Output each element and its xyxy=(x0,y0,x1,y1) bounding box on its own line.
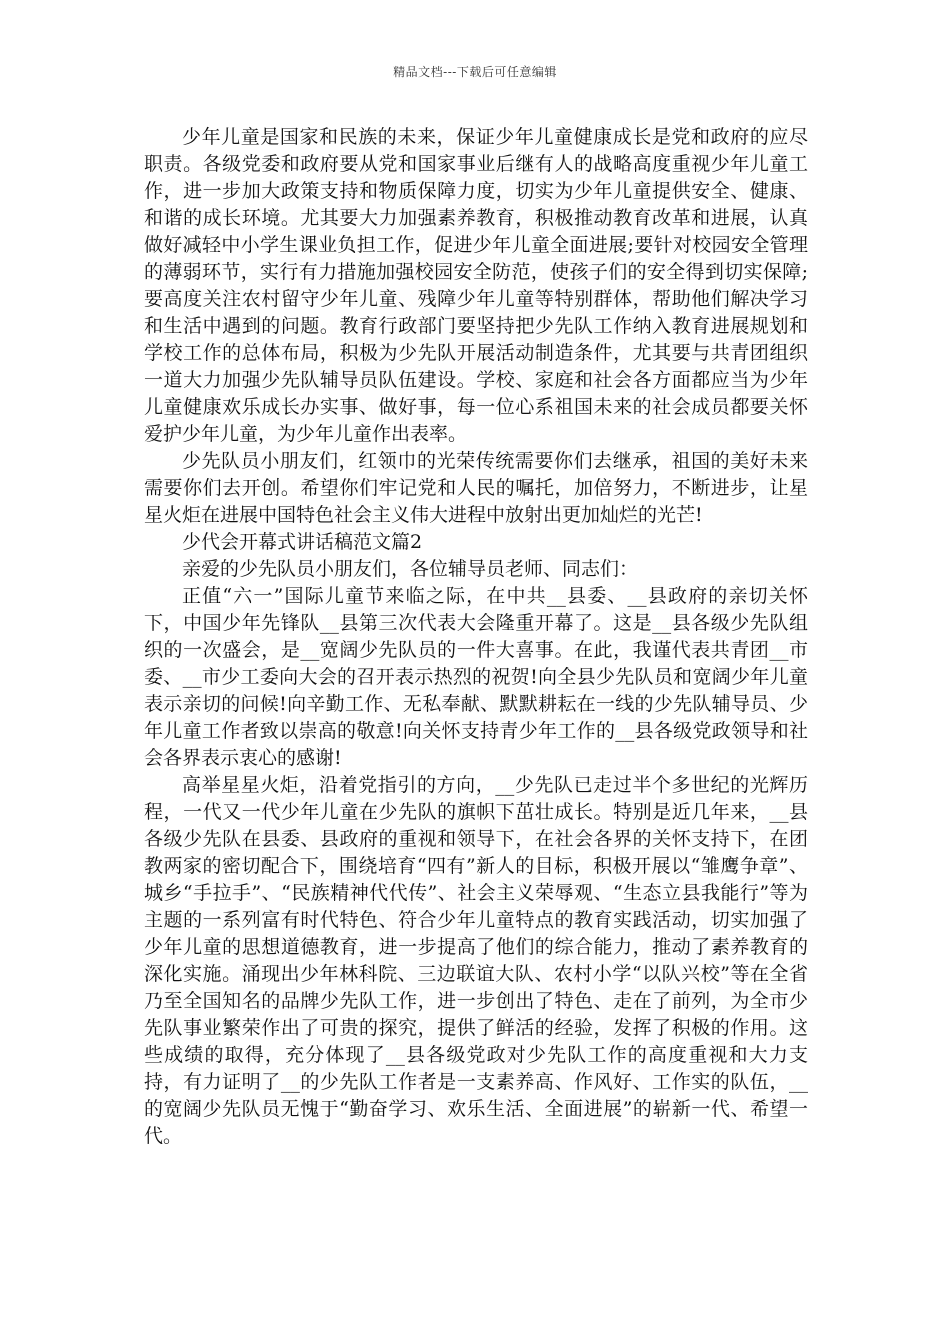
paragraph-4: 高举星星火炬，沿着党指引的方向，__少先队已走过半个多世纪的光辉历程，一代又一代少年儿童在少先队的旗帜下茁壮成长。特别是近几年来，__县各级少先队在县委、县政府的重视和领导下，在社会各界的关怀支持下，在团教两家的密切配合下，围绕培育“四有”新人的目标，积极开展以“雏鹰争章”、城乡“手拉手”、“民族精神代代传”、社会主义荣辱观、“生态立县我能行”等为主题的一系列富有时代特色、符合少年儿童特点的教育实践活动，切实加强了少年儿童的思想道德教育，进一步提高了他们的综合能力，推动了素养教育的深化实施。涌现出少年林科院、三边联谊大队、农村小学“以队兴校”等在全省乃至全国知名的品牌少先队工作，进一步创出了特色、走在了前列，为全市少先队事业繁荣作出了可贵的探究，提供了鲜活的经验，发挥了积极的作用。这些成绩的取得，充分体现了__县各级党政对少先队工作的高度重视和大力支持，有力证明了__的少先队工作者是一支素养高、作风好、工作实的队伍，__的宽阔少先队员无愧于“勤奋学习、欢乐生活、全面进展”的崭新一代、希望一代。 xyxy=(144,774,808,1147)
paragraph-1: 少年儿童是国家和民族的未来，保证少年儿童健康成长是党和政府的应尽职责。各级党委和政府要从党和国家事业后继有人的战略高度重视少年儿童工作，进一步加大政策支持和物质保障力度，切实为少年儿童提供安全、健康、和谐的成长环境。尤其要大力加强素养教育，积极推动教育改革和进展，认真做好减轻中小学生课业负担工作，促进少年儿童全面进展;要针对校园安全管理的薄弱环节，实行有力措施加强校园安全防范，使孩子们的安全得到切实保障;要高度关注农村留守少年儿童、残障少年儿童等特别群体，帮助他们解决学习和生活中遇到的问题。教育行政部门要坚持把少先队工作纳入教育进展规划和学校工作的总体布局，积极为少先队开展活动制造条件，尤其要与共青团组织一道大力加强少先队辅导员队伍建设。学校、家庭和社会各方面都应当为少年儿童健康欢乐成长办实事、做好事，每一位心系祖国未来的社会成员都要关怀爱护少年儿童，为少年儿童作出表率。 xyxy=(144,126,808,445)
page-header: 精品文档---下载后可任意编辑 xyxy=(393,65,557,79)
document-body xyxy=(144,124,808,1150)
paragraph-2: 少先队员小朋友们，红领巾的光荣传统需要你们去继承，祖国的美好未来需要你们去开创。希望你们牢记党和人民的嘱托，加倍努力，不断进步，让星星火炬在进展中国特色社会主义伟大进程中放射出更加灿烂的光芒! xyxy=(144,450,808,526)
salutation: 亲爱的少先队员小朋友们，各位辅导员老师、同志们： xyxy=(182,558,639,580)
paragraph-3: 正值“六一”国际儿童节来临之际，在中共__县委、__县政府的亲切关怀下，中国少年先锋队__县第三次代表大会隆重开幕了。这是__县各级少先队组织的一次盛会，是__宽阔少先队员的一件大喜事。在此，我谨代表共青团__市委、__市少工委向大会的召开表示热烈的祝贺!向全县少先队员和宽阔少年儿童表示亲切的问候!向辛勤工作、无私奉献、默默耕耘在一线的少先队辅导员、少年儿童工作者致以崇高的敬意!向关怀支持青少年工作的__县各级党政领导和社会各界表示衷心的感谢! xyxy=(144,585,808,769)
section-title: 少代会开幕式讲话稿范文篇2 xyxy=(182,531,423,553)
